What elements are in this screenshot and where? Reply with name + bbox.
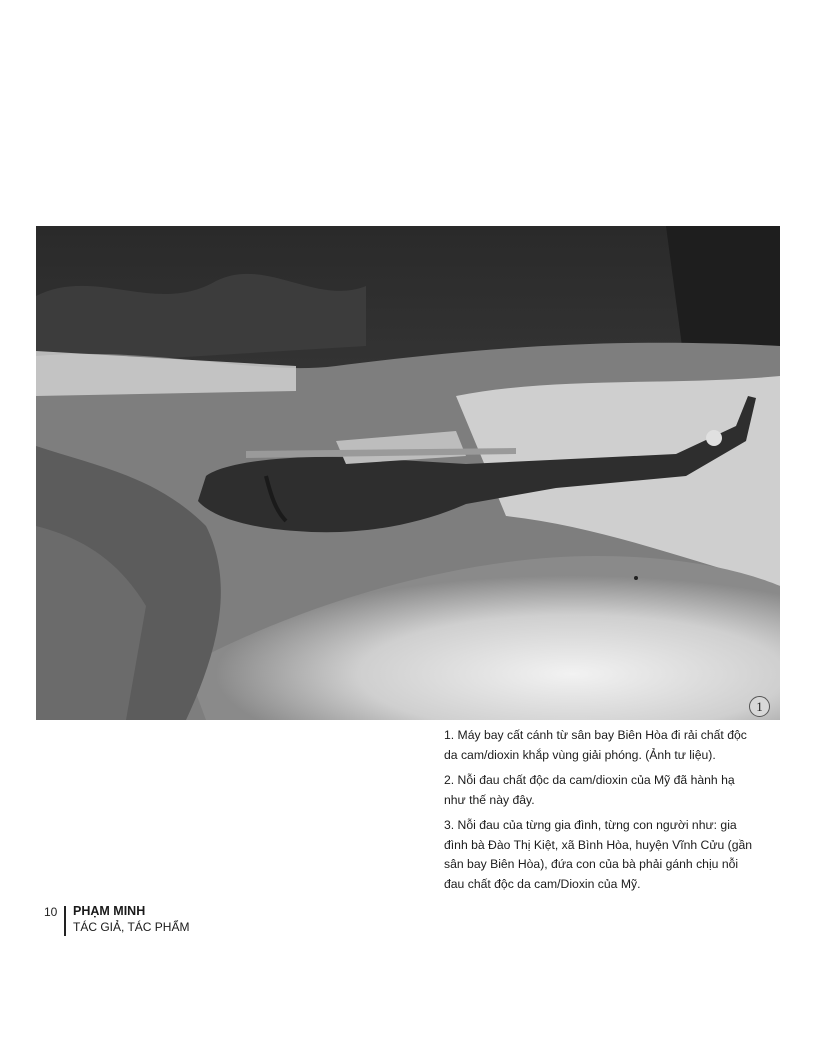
photo-number-badge: 1 (749, 696, 770, 717)
footer-subtitle: TÁC GIẢ, TÁC PHẨM (73, 920, 190, 934)
helicopter-photo-image (36, 226, 780, 720)
photo-captions (444, 726, 756, 900)
page-number: 10 (44, 905, 58, 919)
caption-3: 3. Nỗi đau của từng gia đình, từng con người như: gia đình bà Đào Thị Kiệt, xã Bình Hòa, huyện Vĩnh Cửu (gần sân bay Biên Hòa), đứa con của bà phải gánh chịu nỗi đau chất độc da cam/Dioxin của Mỹ. (444, 818, 753, 891)
footer-divider (64, 906, 66, 936)
caption-1: 1. Máy bay cất cánh từ sân bay Biên Hòa đi rải chất độc da cam/dioxin khắp vùng giải phóng. (Ảnh tư liệu). (444, 728, 747, 762)
footer-author: PHẠM MINH (73, 904, 146, 918)
caption-2: 2. Nỗi đau chất độc da cam/dioxin của Mỹ đã hành hạ như thế này đây. (444, 773, 735, 807)
helicopter-photo (36, 226, 780, 720)
